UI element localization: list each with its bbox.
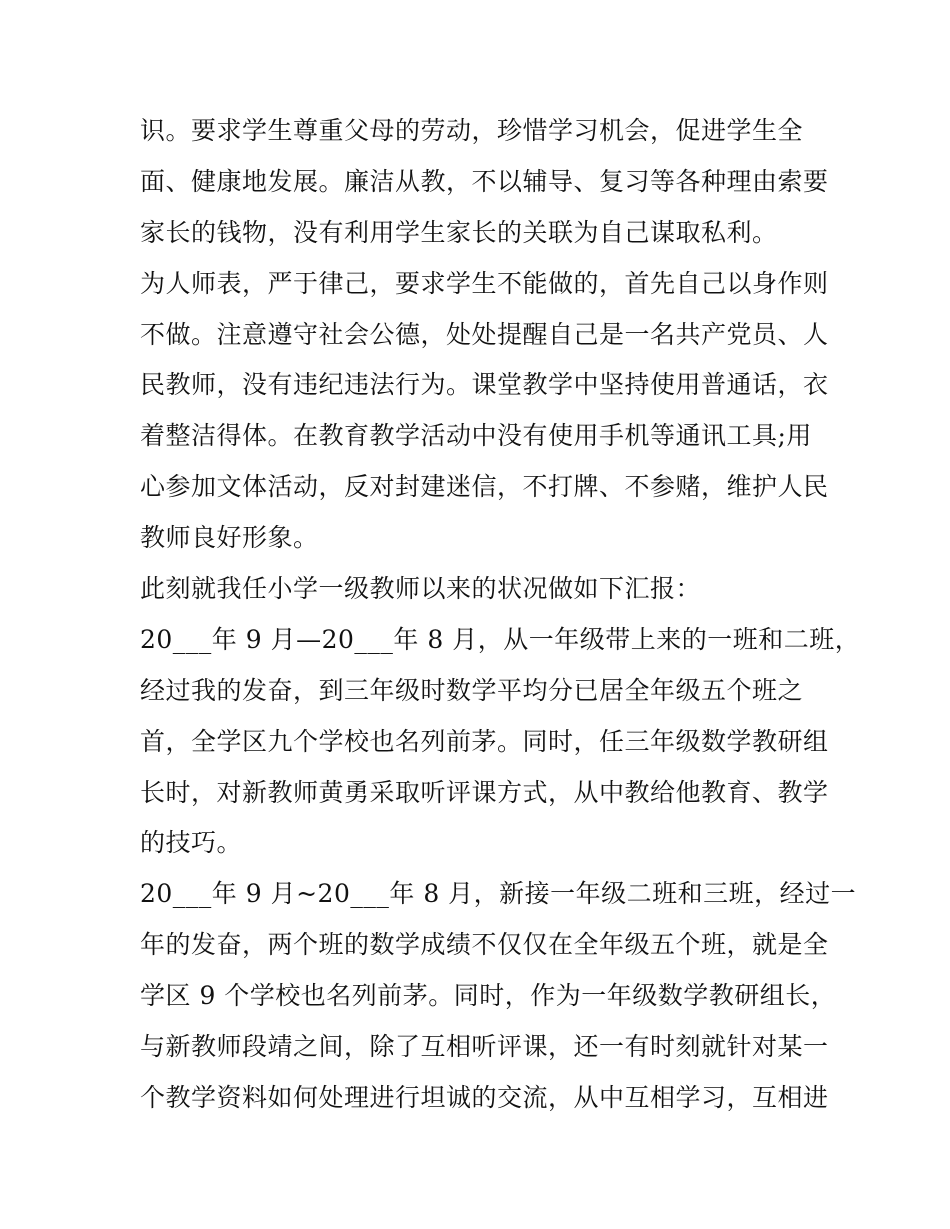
text-line: 面、健康地发展。廉洁从教，不以辅导、复习等各种理由索要	[140, 166, 829, 196]
text-line: 着整洁得体。在教育教学活动中没有使用手机等通讯工具;用	[140, 421, 812, 451]
document-body	[140, 106, 861, 1124]
text-line: 20___年 9 月—20___年 8 月，从一年级带上来的一班和二班，	[140, 624, 861, 654]
text-line: 学区 9 个学校也名列前茅。同时，作为一年级数学教研组长，	[140, 981, 837, 1011]
text-line: 为人师表，严于律己，要求学生不能做的，首先自己以身作则	[140, 268, 829, 298]
text-line: 家长的钱物，没有利用学生家长的关联为自己谋取私利。	[140, 217, 778, 247]
text-line: 首，全学区九个学校也名列前茅。同时，任三年级数学教研组	[140, 726, 829, 756]
text-line: 长时，对新教师黄勇采取听评课方式，从中教给他教育、教学	[140, 777, 829, 807]
text-line: 教师良好形象。	[140, 523, 319, 553]
text-line: 20___年 9 月~20___年 8 月，新接一年级二班和三班，经过一	[140, 879, 857, 909]
text-line: 识。要求学生尊重父母的劳动，珍惜学习机会，促进学生全	[140, 116, 804, 145]
text-line: 年的发奋，两个班的数学成绩不仅仅在全年级五个班，就是全	[140, 930, 829, 960]
text-line: 民教师，没有违纪违法行为。课堂教学中坚持使用普通话，衣	[140, 370, 829, 400]
text-line: 个教学资料如何处理进行坦诚的交流，从中互相学习，互相进	[140, 1082, 829, 1112]
text-line: 此刻就我任小学一级教师以来的状况做如下汇报：	[140, 574, 702, 604]
text-line: 心参加文体活动，反对封建迷信，不打牌、不参赌，维护人民	[140, 472, 829, 502]
text-line: 经过我的发奋，到三年级时数学平均分已居全年级五个班之	[140, 675, 804, 705]
text-line: 的技巧。	[140, 828, 243, 858]
text-line: 不做。注意遵守社会公德，处处提醒自己是一名共产党员、人	[140, 319, 829, 349]
text-line: 与新教师段靖之间，除了互相听评课，还一有时刻就针对某一	[140, 1032, 829, 1062]
